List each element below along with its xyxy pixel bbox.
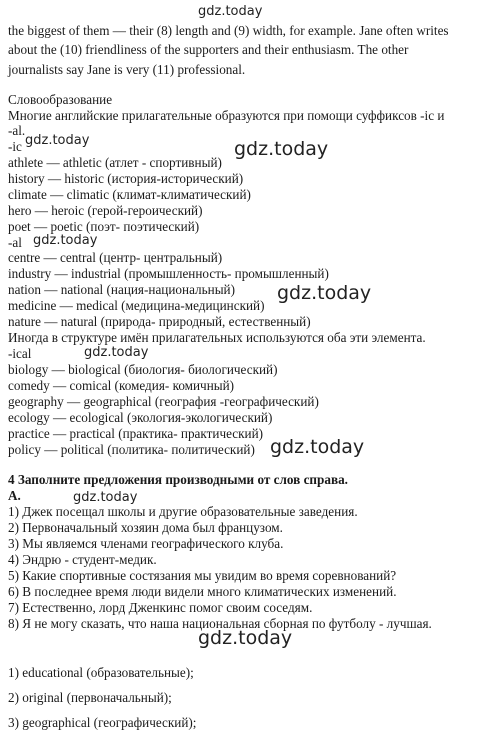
paragraph-line: about the (10) friendliness of the supporters and their enthusiasm. The other xyxy=(8,42,409,57)
word-pair: comedy — comical (комедия- комичный) xyxy=(8,378,235,393)
task-title: 4 Заполните предложения производными от слов справа. xyxy=(8,472,348,487)
section-title: Словообразование xyxy=(8,92,113,107)
answer-item: 1) educational (образовательные); xyxy=(8,665,194,680)
watermark: gdz.today xyxy=(198,627,293,649)
word-pair: climate — climatic (климат-климатический) xyxy=(8,187,251,202)
word-pair: biology — biological (биология- биологический) xyxy=(8,362,278,377)
suffix-label: -ical xyxy=(8,346,32,361)
word-pair: industry — industrial (промышленность- промышленный) xyxy=(8,266,329,281)
sentence-item: 1) Джек посещал школы и другие образовательные заведения. xyxy=(8,504,358,519)
word-pair: practice — practical (практика- практический) xyxy=(8,426,264,441)
word-pair: ecology — ecological (экология-экологический) xyxy=(8,410,273,425)
sentence-item: 4) Эндрю - студент-медик. xyxy=(8,552,157,567)
answer-item: 2) original (первоначальный); xyxy=(8,690,172,705)
suffix-label: -ic xyxy=(8,139,22,154)
word-pair: centre — central (центр- центральный) xyxy=(8,250,223,265)
watermark: gdz.today xyxy=(84,345,149,360)
word-pair: history — historic (история-исторический) xyxy=(8,171,244,186)
answer-item: 3) geographical (географический); xyxy=(8,715,197,730)
word-pair: nation — national (нация-национальный) xyxy=(8,282,236,297)
sentence-item: 8) Я не могу сказать, что наша национальная сборная по футболу - лучшая. xyxy=(8,616,432,631)
word-pair: nature — natural (природа- природный, естественный) xyxy=(8,314,311,329)
word-pair: medicine — medical (медицина-медицинский) xyxy=(8,298,265,313)
word-pair: poet — poetic (поэт- поэтический) xyxy=(8,219,200,234)
rule-line: Многие английские прилагательные образуются при помощи суффиксов -ic и xyxy=(8,108,445,123)
word-pair: geography — geographical (география -географический) xyxy=(8,394,319,409)
paragraph-line: journalists say Jane is very (11) professional. xyxy=(8,62,246,77)
word-pair: hero — heroic (герой-героический) xyxy=(8,203,203,218)
sentence-item: 5) Какие спортивные состязания мы увидим во время соревнований? xyxy=(8,568,397,583)
watermark: gdz.today xyxy=(73,490,138,505)
sentence-item: 6) В последнее время люди видели много климатических изменений. xyxy=(8,584,397,599)
watermark: gdz.today xyxy=(33,233,98,248)
sentence-item: 2) Первоначальный хозяин дома был французом. xyxy=(8,520,283,535)
paragraph-line: the biggest of them — their (8) length and (9) width, for example. Jane often writes xyxy=(8,23,449,38)
note-line: Иногда в структуре имён прилагательных используются оба эти элемента. xyxy=(8,330,426,345)
watermark: gdz.today xyxy=(270,436,365,458)
watermark: gdz.today xyxy=(277,282,372,304)
sentence-item: 3) Мы являемся членами географического клуба. xyxy=(8,536,284,551)
suffix-label: -al xyxy=(8,235,22,250)
sentence-item: 7) Естественно, лорд Дженкинс помог своим соседям. xyxy=(8,600,313,615)
rule-line: -al. xyxy=(8,123,26,138)
word-pair: athlete — athletic (атлет - спортивный) xyxy=(8,155,222,170)
task-part-label: A. xyxy=(8,488,21,503)
watermark: gdz.today xyxy=(25,133,90,148)
watermark: gdz.today xyxy=(198,4,263,19)
word-pair: policy — political (политика- политический) xyxy=(8,442,255,457)
watermark: gdz.today xyxy=(234,138,329,160)
